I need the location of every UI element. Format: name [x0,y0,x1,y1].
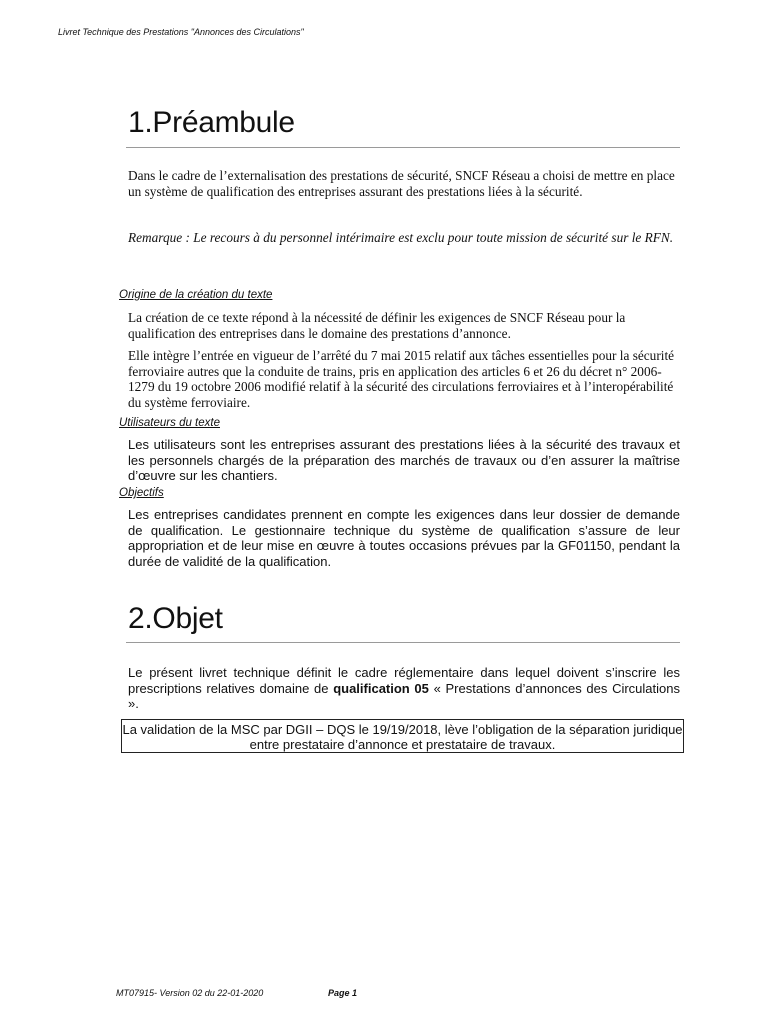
objet-paragraph [128,665,680,712]
users-heading: Utilisateurs du texte [119,417,220,429]
document-reference: MT07915- Version 02 du 22-01-2020 [116,988,264,998]
qualification-number: qualification 05 [333,680,429,696]
objectives-heading: Objectifs [119,487,164,499]
section-title-preambule: 1.Préambule [128,106,295,139]
users-paragraph: Les utilisateurs sont les entreprises assurant des prestations liées à la sécurité des travaux et les personnels chargés de la préparation des marchés de travaux ou d’en assurer la maîtrise d’œuvre sur les chantiers. [128,437,680,484]
page-number: Page 1 [328,988,358,998]
origin-heading: Origine de la création du texte [119,289,273,301]
running-header: Livret Technique des Prestations "Annonces des Circulations" [58,27,304,37]
objet-text-start: Le présent livret technique définit le cadre réglementaire dans lequel doivent s’inscrire les prescriptions relatives domaine de [128,665,680,696]
objectives-paragraph: Les entreprises candidates prennent en compte les exigences dans leur dossier de demande de qualification. Le gestionnaire technique du système de qualification s’assure de leur appropriation et de leur mise en œuvre à toutes occasions prévues par la GF01150, pendant la durée de validité de la qualification. [128,507,680,569]
remark-paragraph: Remarque : Le recours à du personnel intérimaire est exclu pour toute mission de sécurité sur le RFN. [128,230,674,245]
section-divider [126,642,680,643]
origin-paragraph-1: La création de ce texte répond à la nécessité de définir les exigences de SNCF Réseau pour la qualification des entreprises dans le domaine des prestations d’annonce. [128,310,626,341]
objet-text-end: « Prestations d’annonces des Circulations ». [128,680,680,712]
intro-paragraph: Dans le cadre de l’externalisation des prestations de sécurité, SNCF Réseau a choisi de mettre en place un système de qualification des entreprises assurant des prestations liées à la sécurité. [128,168,675,199]
section-title-objet: 2.Objet [128,602,223,635]
validation-note-box: La validation de la MSC par DGII – DQS le 19/19/2018, lève l’obligation de la séparation juridique entre prestataire d’annonce et prestataire de travaux. [121,719,684,753]
origin-paragraph-2: Elle intègre l’entrée en vigueur de l’arrêté du 7 mai 2015 relatif aux tâches essentielles pour la sécurité ferroviaire autres que la conduite de trains, pris en application des articles 6 et 26 du décret n° 2006-1279 du 19 octobre 2006 modifié relatif à la sécurité des circulations ferroviaires et à l’interopérabilité du système ferroviaire. [128,348,675,410]
section-divider [126,147,680,148]
